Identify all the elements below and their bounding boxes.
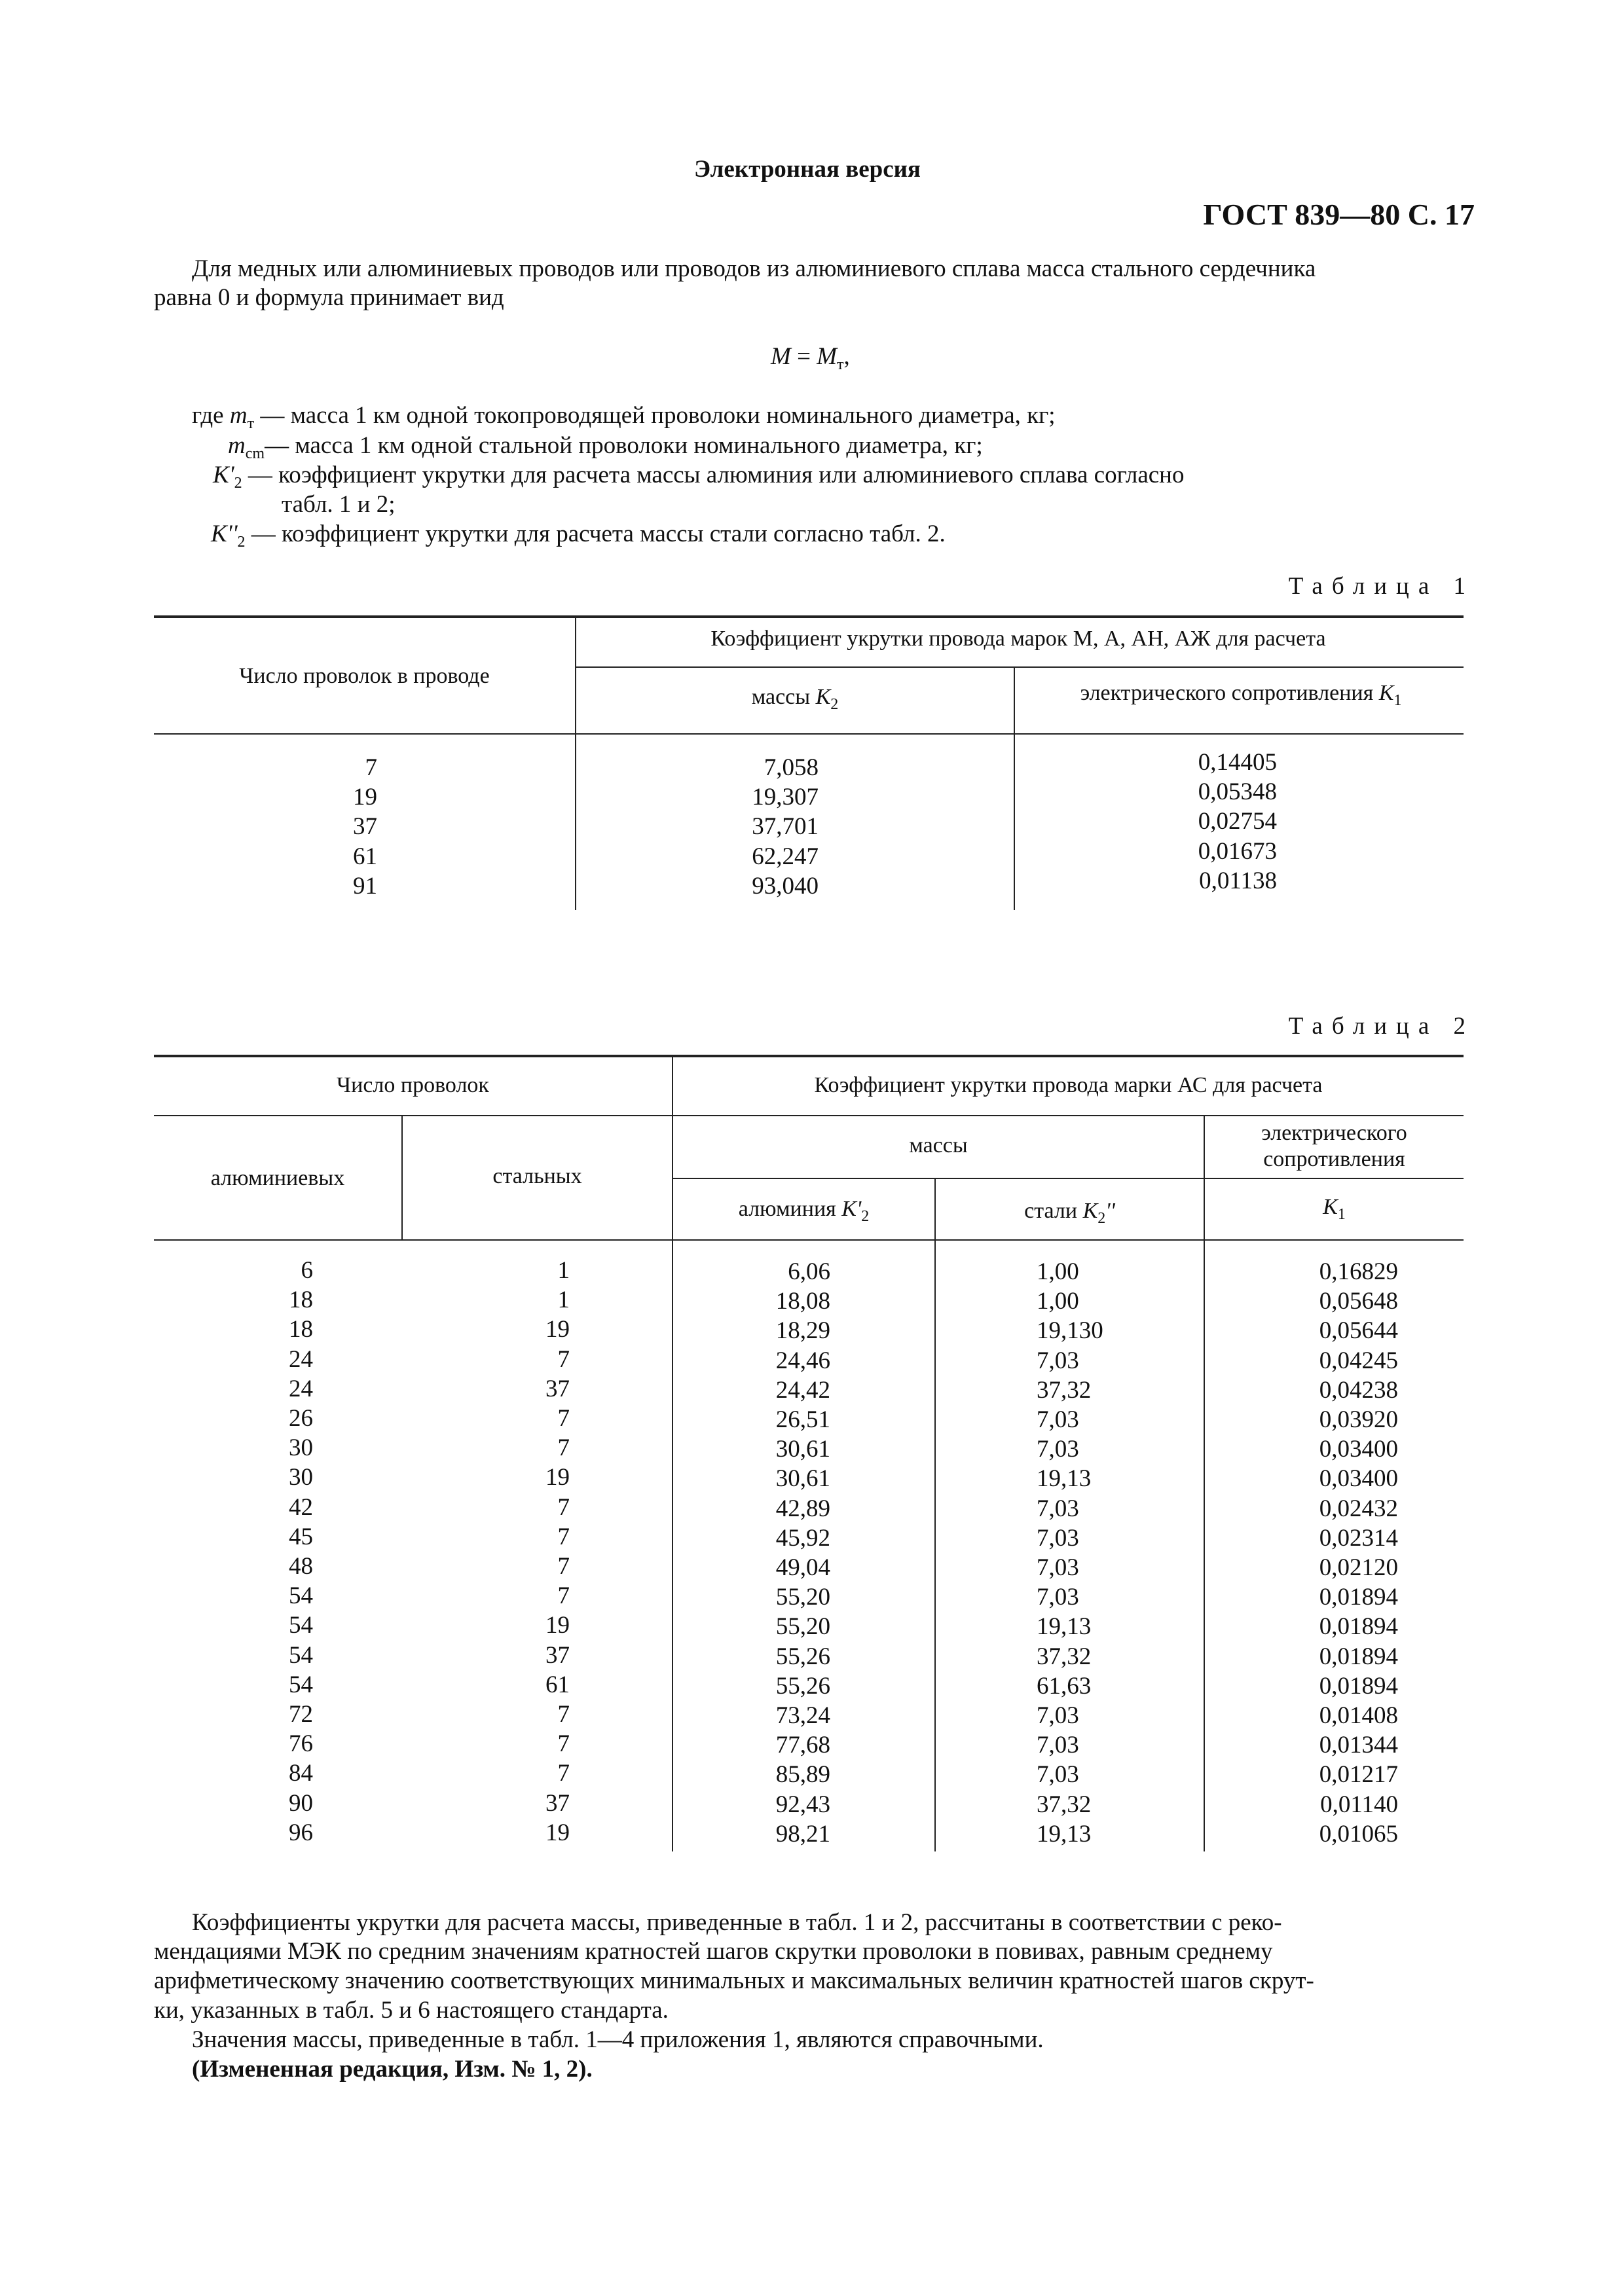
- table-2-divider-resistance: [1204, 1115, 1205, 1851]
- table-2-header-aluminium: алюминиевых: [210, 1166, 345, 1190]
- symbol-k2-prime-subscript: 2: [234, 475, 242, 492]
- table-2-header-resistance-line-1: электрического: [1261, 1121, 1407, 1145]
- table-2-header-steel: стальных: [492, 1164, 582, 1188]
- formula-rhs: M: [817, 343, 838, 370]
- table-1-column-wires: 7 19 37 61 91: [353, 754, 377, 900]
- definition-k2-prime-text: — коэффициент укрутки для расчета массы алюминия или алюминиевого сплава согласно: [248, 462, 1185, 488]
- symbol-k2-double-prime-subscript: 2: [237, 534, 246, 551]
- table-2-header-mass-aluminium: [673, 1195, 934, 1223]
- document-reference: ГОСТ 839—80 С. 17: [1203, 198, 1475, 231]
- symbol-mt: m: [229, 402, 248, 429]
- table-1-divider-1: [575, 617, 576, 910]
- definition-k2-prime-continuation: табл. 1 и 2;: [282, 491, 396, 518]
- footer-paragraph-line-4: ки, указанных в табл. 5 и 6 настоящего стандарта.: [154, 1997, 669, 2024]
- table-1-header-resistance-label: электрического сопротивления: [1080, 681, 1374, 705]
- table-2-header-group: Коэффициент укрутки провода марки АС для расчета: [814, 1073, 1323, 1097]
- table-2-header-mass-steel-symbol: K: [1082, 1199, 1098, 1223]
- table-1-top-rule: [154, 615, 1464, 618]
- footer-paragraph-line-2: мендациями МЭК по средним значениям кратностей шагов скрутки проволоки в повивах, равным среднему: [154, 1938, 1273, 1965]
- formula-tail: ,: [843, 343, 850, 370]
- table-2-column-resistance: 0,16829 0,05648 0,05644 0,04245 0,04238 0,03920 0,03400 0,03400 0,02432 0,02314 0,02120 0,01894 0,01894 0,01894 0,01894 0,01408 0,01344 0,01217 0,01140 0,01065: [1319, 1258, 1398, 1848]
- table-1-caption: Таблица 1: [1288, 573, 1475, 600]
- formula-equals: =: [790, 343, 817, 370]
- table-2-column-mass-steel: 1,00 1,00 19,130 7,03 37,32 7,03 7,03 19,13 7,03 7,03 7,03 7,03 19,13 37,32 61,63 7,03 7,03 7,03 37,32 19,13: [1037, 1258, 1103, 1848]
- table-1-column-resistance: 0,14405 0,05348 0,02754 0,01673 0,01138: [1198, 749, 1277, 894]
- table-1-header-bottom-rule: [154, 733, 1464, 735]
- table-1-header-mass-subscript: 2: [830, 696, 839, 713]
- formula-rhs-subscript: т: [837, 356, 844, 373]
- table-2-header-rule-1: [154, 1115, 1464, 1116]
- table-1-header-wires: Число проволок в проводе: [239, 664, 490, 688]
- definition-k2-prime: [213, 460, 1184, 490]
- symbol-k2-prime: K': [213, 462, 234, 488]
- table-2-header-mass-steel-label: стали: [1024, 1199, 1078, 1223]
- table-2-header-resistance-line-2: сопротивления: [1263, 1147, 1405, 1171]
- footer-note: Значения массы, приведенные в табл. 1—4 приложения 1, являются справочными.: [192, 2026, 1044, 2053]
- footer-paragraph-line-1: Коэффициенты укрутки для расчета массы, приведенные в табл. 1 и 2, рассчитаны в соответствии с реко-: [192, 1909, 1282, 1936]
- table-2-header-mass-steel-subscript: 2: [1097, 1210, 1106, 1227]
- table-1-header-mass-symbol: K: [815, 685, 831, 709]
- table-2-divider-mass: [934, 1178, 936, 1851]
- table-2-header-mass: массы: [909, 1133, 968, 1157]
- symbol-mst-subscript: cm: [245, 445, 265, 462]
- table-2-header-resistance-k: K: [1323, 1195, 1338, 1219]
- table-2-column-mass-aluminium: 6,06 18,08 18,29 24,46 24,42 26,51 30,61 30,61 42,89 45,92 49,04 55,20 55,20 55,26 55,26 73,24 77,68 85,89 92,43 98,21: [775, 1258, 830, 1848]
- table-1-header-mass: [576, 683, 1014, 711]
- intro-line-1: Для медных или алюминиевых проводов или проводов из алюминиевого сплава масса стального сердечника: [192, 255, 1316, 282]
- definition-k2-double-prime-text: — коэффициент укрутки для расчета массы стали согласно табл. 2.: [251, 520, 946, 547]
- intro-line-2: равна 0 и формула принимает вид: [154, 284, 504, 311]
- table-2-caption: Таблица 2: [1288, 1013, 1475, 1040]
- footer-paragraph-line-3: арифметическому значению соответствующих минимальных и максимальных величин кратностей шагов скрут-: [154, 1967, 1314, 1994]
- definition-mt: [192, 401, 1056, 431]
- symbol-k2-double-prime: K'': [211, 520, 238, 547]
- table-2-header-rule-2: [673, 1178, 1464, 1179]
- edition-label: Электронная версия: [694, 156, 921, 183]
- table-1-header-resistance-subscript: 1: [1393, 692, 1402, 709]
- table-2-column-aluminium: 6 18 18 24 24 26 30 30 42 45 48 54 54 54 54 72 76 84 90 96: [289, 1257, 313, 1846]
- table-2-header-mass-steel: [936, 1197, 1204, 1225]
- definition-mt-text: — масса 1 км одной токопроводящей проволоки номинального диаметра, кг;: [260, 402, 1056, 429]
- formula-lhs: M: [771, 343, 791, 370]
- symbol-mt-subscript: т: [247, 415, 255, 432]
- table-2-header-bottom-rule: [154, 1239, 1464, 1241]
- table-2-header-resistance-subscript: 1: [1337, 1206, 1346, 1223]
- footer-amendment: (Измененная редакция, Изм. № 1, 2).: [192, 2056, 593, 2083]
- table-2-header-wires: Число проволок: [337, 1073, 489, 1097]
- table-1-header-group: Коэффициент укрутки провода марок М, А, АН, АЖ для расчета: [710, 627, 1326, 651]
- definition-prefix: где: [192, 402, 224, 429]
- table-2-header-mass-aluminium-subscript: 2: [861, 1208, 870, 1225]
- table-1-header-mass-label: массы: [751, 685, 811, 709]
- table-1-header-resistance: [1015, 680, 1467, 707]
- table-2-column-steel: 1 1 19 7 37 7 7 19 7 7 7 7 19 37 61 7 7 7 37 19: [545, 1257, 570, 1846]
- table-1-header-split-rule: [576, 666, 1464, 668]
- definition-mst: [228, 431, 983, 461]
- table-2-header-resistance-symbol: [1205, 1194, 1464, 1221]
- definition-k2-double-prime: [211, 519, 946, 549]
- table-2-header-mass-steel-double-prime: '': [1105, 1199, 1115, 1223]
- formula: [771, 342, 850, 372]
- definition-mst-text: — масса 1 км одной стальной проволоки номинального диаметра, кг;: [265, 432, 983, 459]
- table-2-header-mass-aluminium-label: алюминия: [738, 1197, 836, 1221]
- table-2-divider-main: [672, 1056, 673, 1851]
- table-2-header-mass-aluminium-symbol: K': [841, 1197, 862, 1221]
- symbol-mst: m: [228, 432, 246, 459]
- table-1-column-mass: 7,058 19,307 37,701 62,247 93,040: [752, 754, 819, 900]
- table-2-top-rule: [154, 1055, 1464, 1057]
- table-1-header-resistance-symbol: K: [1378, 681, 1394, 705]
